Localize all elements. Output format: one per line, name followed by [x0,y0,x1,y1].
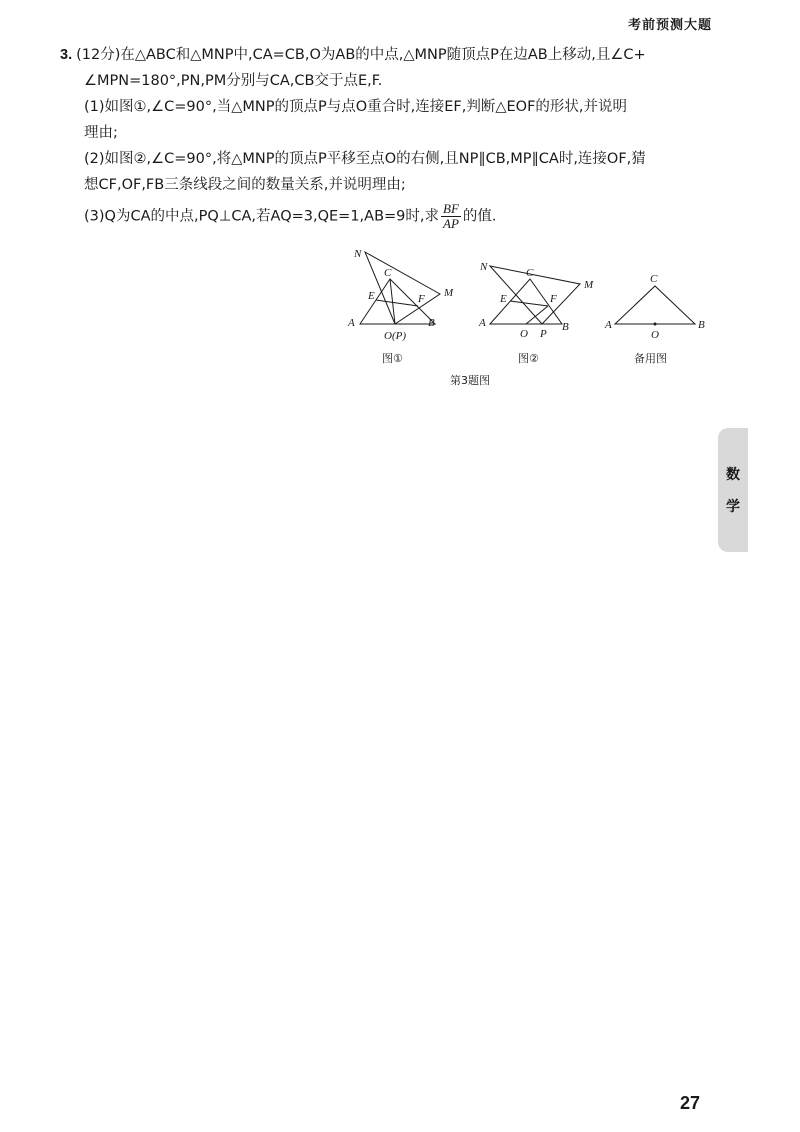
fig3-label-b: B [698,319,705,331]
fraction-denominator: AP [443,216,459,231]
figure-3 [615,286,695,324]
fig2-label-f: F [550,293,557,305]
fig1-caption: 图① [382,352,403,365]
fig2-label-m: M [584,279,594,291]
fig3-label-c: C [650,273,658,285]
fig3-triangle-abc [615,286,695,324]
side-tab-char-1: 数 [726,467,740,483]
fig2-label-n: N [480,261,488,273]
fig1-label-m: M [444,287,454,299]
fig1-label-b: B [428,317,435,329]
fig2-label-a: A [479,317,486,329]
fraction-numerator: BF [443,201,459,216]
problem-line-1 [60,42,720,68]
fig1-label-n: N [354,248,362,260]
section-header: 考前预测大题 [627,18,712,33]
problem-line-2: ∠MPN=180°,PN,PM分别与CA,CB交于点E,F. [84,73,383,89]
part2-line-1: (2)如图②,∠C=90°,将△MNP的顶点P平移至点O的右侧,且NP∥CB,MP∥CA时,连接OF,猜 [84,151,646,167]
part3-prefix: (3)Q为CA的中点,PQ⊥CA,若AQ=3,QE=1,AB=9时,求 [84,208,440,225]
fig1-label-c: C [384,267,392,279]
fig2-label-c: C [526,267,534,279]
fig3-label-o: O [651,329,659,341]
fig2-label-b: B [562,321,569,333]
fig2-label-e: E [500,293,507,305]
fig3-point-o [654,323,657,326]
part3-suffix: 的值. [462,208,497,225]
fig2-caption: 图② [518,352,539,365]
fig2-segment-ef [510,301,548,306]
fig1-label-f: F [418,293,425,305]
fig2-label-p: P [540,328,547,340]
problem-3 [60,42,720,231]
part3-line [60,202,720,231]
figures-svg [340,244,720,404]
fig3-label-a: A [605,319,612,331]
fig2-label-o: O [520,328,528,340]
figures-group [340,244,720,404]
figure-1 [360,252,440,324]
part1-line-1: (1)如图①,∠C=90°,当△MNP的顶点P与点O重合时,连接EF,判断△EOF的形状,并说明 [84,99,628,115]
fig3-caption: 备用图 [634,352,667,365]
fig1-triangle-mnp [365,252,440,324]
side-tab-char-2: 学 [726,499,740,515]
fraction-bf-ap [441,202,461,231]
problem-statement-1: (12分)在△ABC和△MNP中,CA=CB,O为AB的中点,△MNP随顶点P在边AB上移动,且∠C+ [76,47,646,63]
fig1-label-a: A [348,317,355,329]
part1-line-2: 理由; [84,125,118,141]
page-number: 27 [679,1093,700,1113]
problem-number: 3. [60,47,73,63]
fig1-label-o: O(P) [384,330,406,342]
figures-group-caption: 第3题图 [450,374,490,387]
subject-side-tab [718,428,748,552]
part2-line-2: 想CF,OF,FB三条线段之间的数量关系,并说明理由; [84,177,406,193]
fig1-label-e: E [368,290,375,302]
